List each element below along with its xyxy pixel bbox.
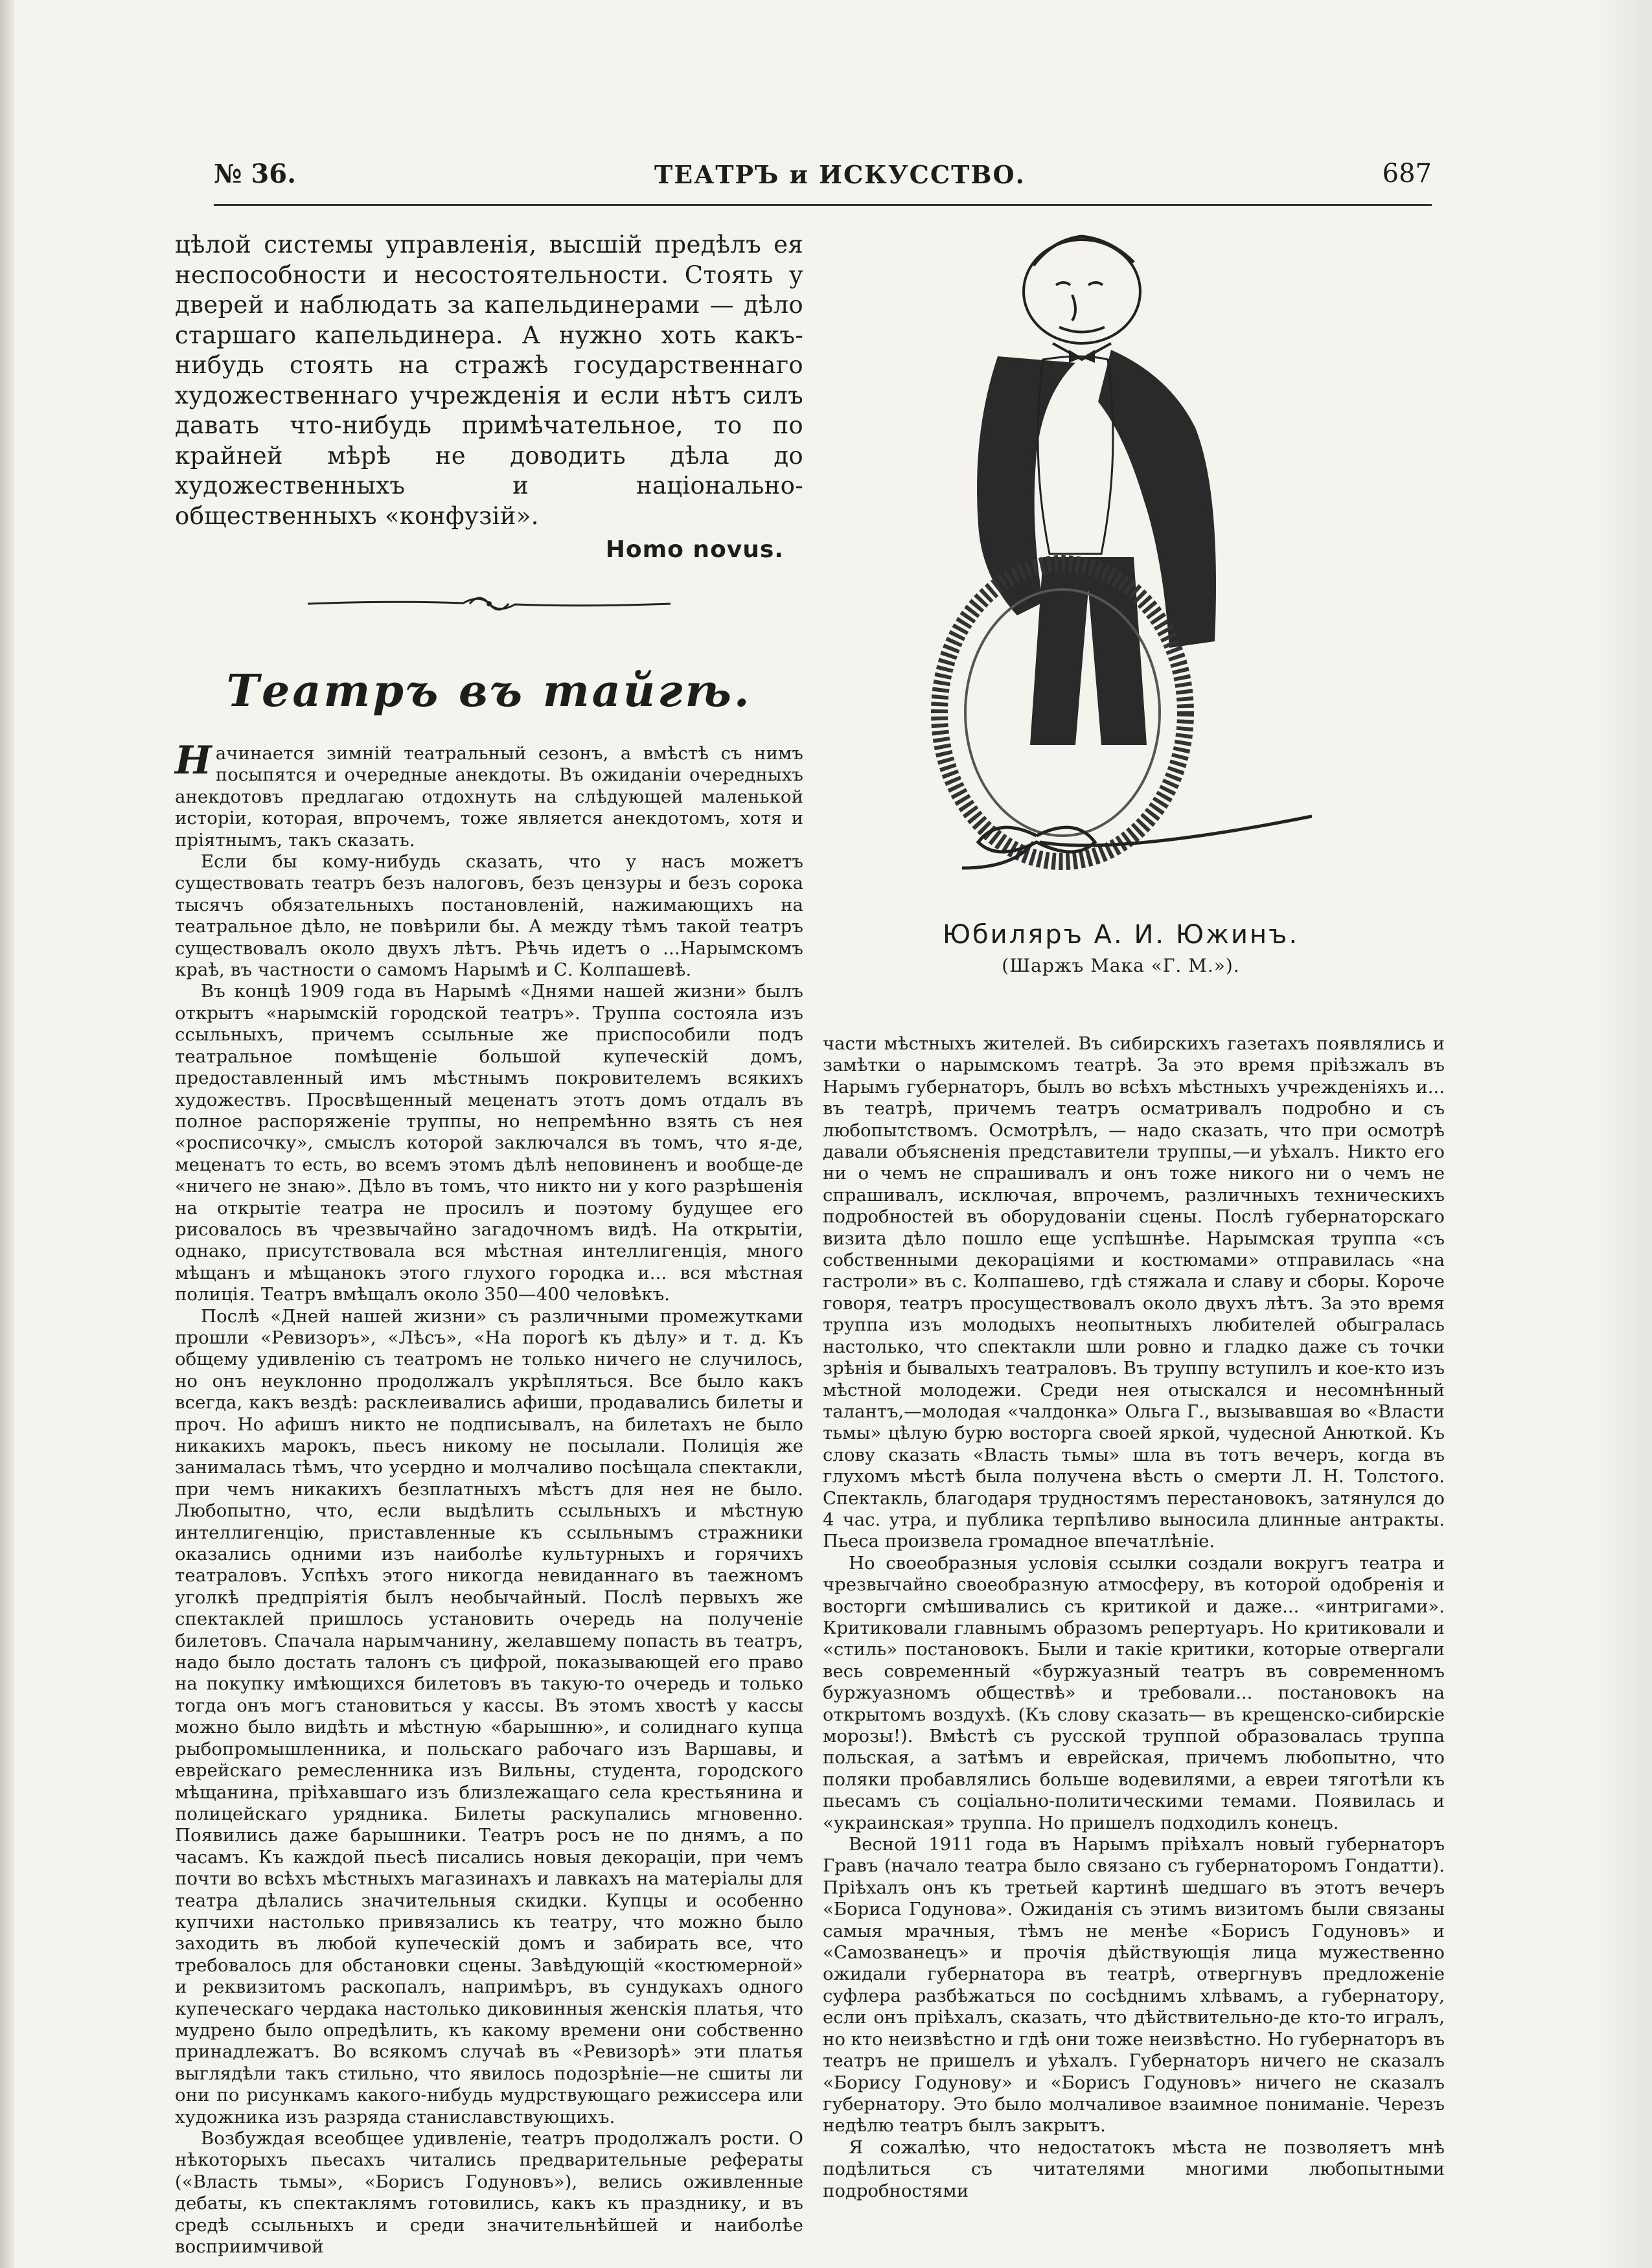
- journal-title: ТЕАТРЪ и ИСКУССТВО.: [654, 160, 1026, 189]
- article-paragraph: Если бы кому-нибудь сказать, что у насъ можетъ существовать театръ безъ налоговъ, безъ цензуры и безъ сорока тысячъ обязательныхъ постановленій, нажимающихъ на театральное дѣло, не повѣрили бы. А между тѣмъ такой театръ существовалъ около двухъ лѣтъ. Рѣчь идетъ о ...Нарымскомъ краѣ, въ частности о самомъ Нарымѣ и С. Колпашевѣ.: [175, 851, 803, 981]
- drop-cap: Н: [175, 738, 212, 783]
- right-column: [823, 1033, 1445, 2202]
- caricature-illustration: [894, 220, 1348, 875]
- page-header: [214, 159, 1432, 206]
- article-paragraph: Я сожалѣю, что недостатокъ мѣста не позволяетъ мнѣ подѣлиться съ читателями многими любопытными подробностями: [823, 2136, 1445, 2201]
- scan-edge: [0, 0, 14, 2268]
- caption-title: Юбиляръ А. И. Южинъ.: [942, 920, 1300, 950]
- article-paragraph: Начинается зимній театральный сезонъ, а вмѣстѣ съ нимъ посыпятся и очередные анекдоты. Въ ожиданіи очередныхъ анекдотовъ предлагаю отдохнуть на слѣдующей маленькой исторіи, которая, впрочемъ, тоже является анекдотомъ, хотя и пріятнымъ, такъ сказать.: [175, 738, 803, 851]
- article-paragraph: Возбуждая всеобщее удивленіе, театръ продолжалъ рости. О нѣкоторыхъ пьесахъ читались предварительные рефераты («Власть тьмы», «Борисъ Годуновъ»), велись оживленные дебаты, къ спектаклямъ готовились, какъ къ празднику, и въ средѣ ссыльныхъ и среди значительнѣйшей и наиболѣе восприимчивой: [175, 2128, 803, 2258]
- issue-number: № 36.: [214, 159, 296, 189]
- article-paragraph: Въ концѣ 1909 года въ Нарымѣ «Днями нашей жизни» былъ открытъ «нарымскій городской театръ». Труппа состояла изъ ссыльныхъ, причемъ ссыльные же приспособили подъ театральное помѣщеніе большой купеческій домъ, предоставленный имъ мѣстнымъ покровителемъ всякихъ художествъ. Просвѣщенный меценатъ этотъ домъ отдалъ въ полное распоряженіе труппы, но непремѣнно взять съ нея «росписочку», смыслъ которой заключался въ томъ, что я-де, меценатъ то есть, во всемъ этомъ дѣлѣ неповиненъ и вообще-де «ничего не знаю». Дѣло въ томъ, что никто ни у кого разрѣшенія на открытіе театра не просилъ и поэтому будущее его рисовалось въ чрезвычайно загадочномъ видѣ. На открытіи, однако, присутствовала вся мѣстная интеллигенція, много мѣщанъ и мѣщанокъ этого глухого городка и... вся мѣстная полиція. Театръ вмѣщалъ около 350—400 человѣкъ.: [175, 981, 803, 1305]
- article-paragraph: Послѣ «Дней нашей жизни» съ различными промежутками прошли «Ревизоръ», «Лѣсъ», «На порогѣ къ дѣлу» и т. д. Къ общему удивленію съ театромъ не только ничего не случилось, но онъ неуклонно продолжалъ укрѣпляться. Все было какъ всегда, какъ вездѣ: расклеивались афиши, продавались билеты и проч. Но афишъ никто не подписывалъ, на билетахъ не было никакихъ марокъ, пьесъ никому не посылали. Полиція же занималась тѣмъ, что усердно и молчаливо посѣщала спектакли, при чемъ никакихъ безплатныхъ мѣстъ для нея не было. Любопытно, что, если выдѣлить ссыльныхъ и мѣстную интеллигенцію, приставленные къ ссыльнымъ стражники оказались одними изъ наиболѣе культурныхъ и горячихъ театраловъ. Успѣхъ этого никогда невиданнаго въ таежномъ уголкѣ предпріятія былъ необычайный. Послѣ первыхъ же спектаклей пришлось установить очередь на полученіе билетовъ. Спачала нарымчанину, желавшему попасть въ театръ, надо было достать талонъ съ цифрой, показывающей его право на покупку имѣющихся билетовъ въ такую-то очередь и только тогда онъ могъ становиться у кассы. Въ этомъ хвостѣ у кассы можно было видѣть и мѣстную «барышню», и солиднаго купца рыбопромышленника, и польскаго рабочаго изъ Варшавы, и еврейскаго ремесленника изъ Вильны, студента, городского мѣщанина, пріѣхавшаго изъ близлежащаго села крестьянина и полицейскаго урядника. Билеты раскупались мгновенно. Появились даже барышники. Театръ росъ не по днямъ, а по часамъ. Къ каждой пьесѣ писались новыя декораціи, при чемъ почти во всѣхъ мѣстныхъ магазинахъ и лавкахъ на матеріалы для театра дѣлались значительныя скидки. Купцы и особенно купчихи настолько привязались къ театру, что можно было заходить въ любой купеческій домъ и забирать все, что требовалось для обстановки сцены. Завѣдующій «костюмерной» и реквизитомъ раскопалъ, напримѣръ, въ сундукахъ одного купеческаго чердака настолько диковинныя женскія платья, что мудрено было опредѣлить, къ какому времени они собственно принадлежатъ. Во всякомъ случаѣ въ «Ревизорѣ» эти платья выглядѣли такъ стильно, что явилось подозрѣніе—не сшиты ли они по рисункамъ какого-нибудь мудрствующаго режиссера или художника изъ разряда станиславствующихъ.: [175, 1305, 803, 2127]
- scan-edge: [1594, 0, 1652, 2268]
- article-paragraph: Весной 1911 года въ Нарымъ пріѣхалъ новый губернаторъ Гравъ (начало театра было связано съ губернаторомъ Гондатти). Пріѣхалъ онъ къ третьей картинѣ шедшаго въ этотъ вечеръ «Бориса Годунова». Ожиданія съ этимъ визитомъ были связаны самыя мрачныя, тѣмъ не менѣе «Борисъ Годуновъ» и «Самозванецъ» и прочія дѣйствующія лица мужественно ожидали губернатора въ театрѣ, отвергнувъ предложеніе суфлера разбѣжаться по сосѣднимъ хлѣвамъ, а губернатору, если онъ пріѣхалъ, сказать, что дѣйствительно-де кто-то игралъ, но кто неизвѣстно и гдѣ они тоже неизвѣстно. Но губернаторъ въ театръ не пришелъ и уѣхалъ. Губернаторъ ничего не сказалъ «Борису Годунову» и «Борисъ Годуновъ» ничего не сказалъ губернатору. Это было молчаливое взаимное пониманіе. Черезъ недѣлю театръ былъ закрытъ.: [823, 1834, 1445, 2136]
- article-title: Театръ въ тайгѣ.: [226, 665, 752, 717]
- article-body: [175, 738, 803, 2258]
- article-paragraph: Но своеобразныя условія ссылки создали вокругъ театра и чрезвычайно своеобразную атмосферу, въ которой одобренія и восторги смѣшивались съ критикой и даже... «интригами». Критиковали главнымъ образомъ репертуаръ. Но критиковали и «стиль» постановокъ. Были и такіе критики, которые отвергали весь современный «буржуазный театръ въ современномъ буржуазномъ обществѣ» и требовали... постановокъ на открытомъ воздухѣ. (Къ слову сказать— въ крещенско-сибирскіе морозы!). Вмѣстѣ съ русской труппой образовалась труппа польская, а затѣмъ и еврейская, причемъ любопытно, что поляки пробавлялись больше водевилями, а евреи тяготѣли къ пьесамъ съ соціально-политическими темами. Появилась и «украинская» труппа. Но пришелъ подходилъ конецъ.: [823, 1552, 1445, 1833]
- prev-article-text: цѣлой системы управленія, высшій предѣлъ ея неспособности и несостоятельности. Стоять у дверей и наблюдать за капельдинерами — дѣло старшаго капельдинера. А нужно хоть какъ-нибудь стоять на стражѣ государственнаго художественнаго учрежденія и если нѣтъ силъ давать что-нибудь примѣчательное, то по крайней мѣрѣ не доводить дѣла до художественныхъ и національно-общественныхъ «конфузій».: [175, 231, 803, 530]
- illustration-caption: [842, 920, 1399, 976]
- caption-credit: (Шаржъ Мака «Г. М.»).: [1002, 955, 1240, 976]
- left-column: [175, 230, 803, 2258]
- divider-ornament: [295, 588, 683, 620]
- signature: Homo novus.: [605, 536, 784, 563]
- page-number: 687: [1382, 159, 1432, 189]
- article-paragraph: части мѣстныхъ жителей. Въ сибирскихъ газетахъ появлялись и замѣтки о нарымскомъ театрѣ. За это время пріѣзжалъ въ Нарымъ губернаторъ, былъ во всѣхъ мѣстныхъ учрежденіяхъ и... въ театрѣ, причемъ театръ осматривалъ подробно и съ любопытствомъ. Осмотрѣлъ, — надо сказать, что при осмотрѣ давали объясненія представители труппы,—и уѣхалъ. Никто его ни о чемъ не спрашивалъ и онъ тоже никого ни о чемъ не спрашивалъ, исключая, впрочемъ, различныхъ техническихъ подробностей въ оборудованіи сцены. Послѣ губернаторскаго визита дѣло пошло еще успѣшнѣе. Нарымская труппа «съ собственными декораціями и костюмами» отправилась «на гастроли» въ с. Колпашево, гдѣ стяжала и славу и сборы. Короче говоря, театръ просуществовалъ около двухъ лѣтъ. За это время труппа изъ молодыхъ неопытныхъ любителей обыгралась настолько, что спектакли шли ровно и гладко даже съ точки зрѣнія и бывалыхъ театраловъ. Въ труппу вступилъ и кое-кто изъ мѣстной молодежи. Среди нея отыскался и несомнѣнный талантъ,—молодая «чалдонка» Ольга Г., вызывавшая во «Власти тьмы» цѣлую бурю восторга своей яркой, чудесной Анюткой. Къ слову сказать «Власть тьмы» шла въ тотъ вечеръ, когда въ глухомъ мѣстѣ была получена вѣсть о смерти Л. Н. Толстого. Спектакль, благодаря трудностямъ перестановокъ, затянулся до 4 час. утра, и публика терпѣливо выносила длинные антракты. Пьеса произвела громадное впечатлѣніе.: [823, 1033, 1445, 1552]
